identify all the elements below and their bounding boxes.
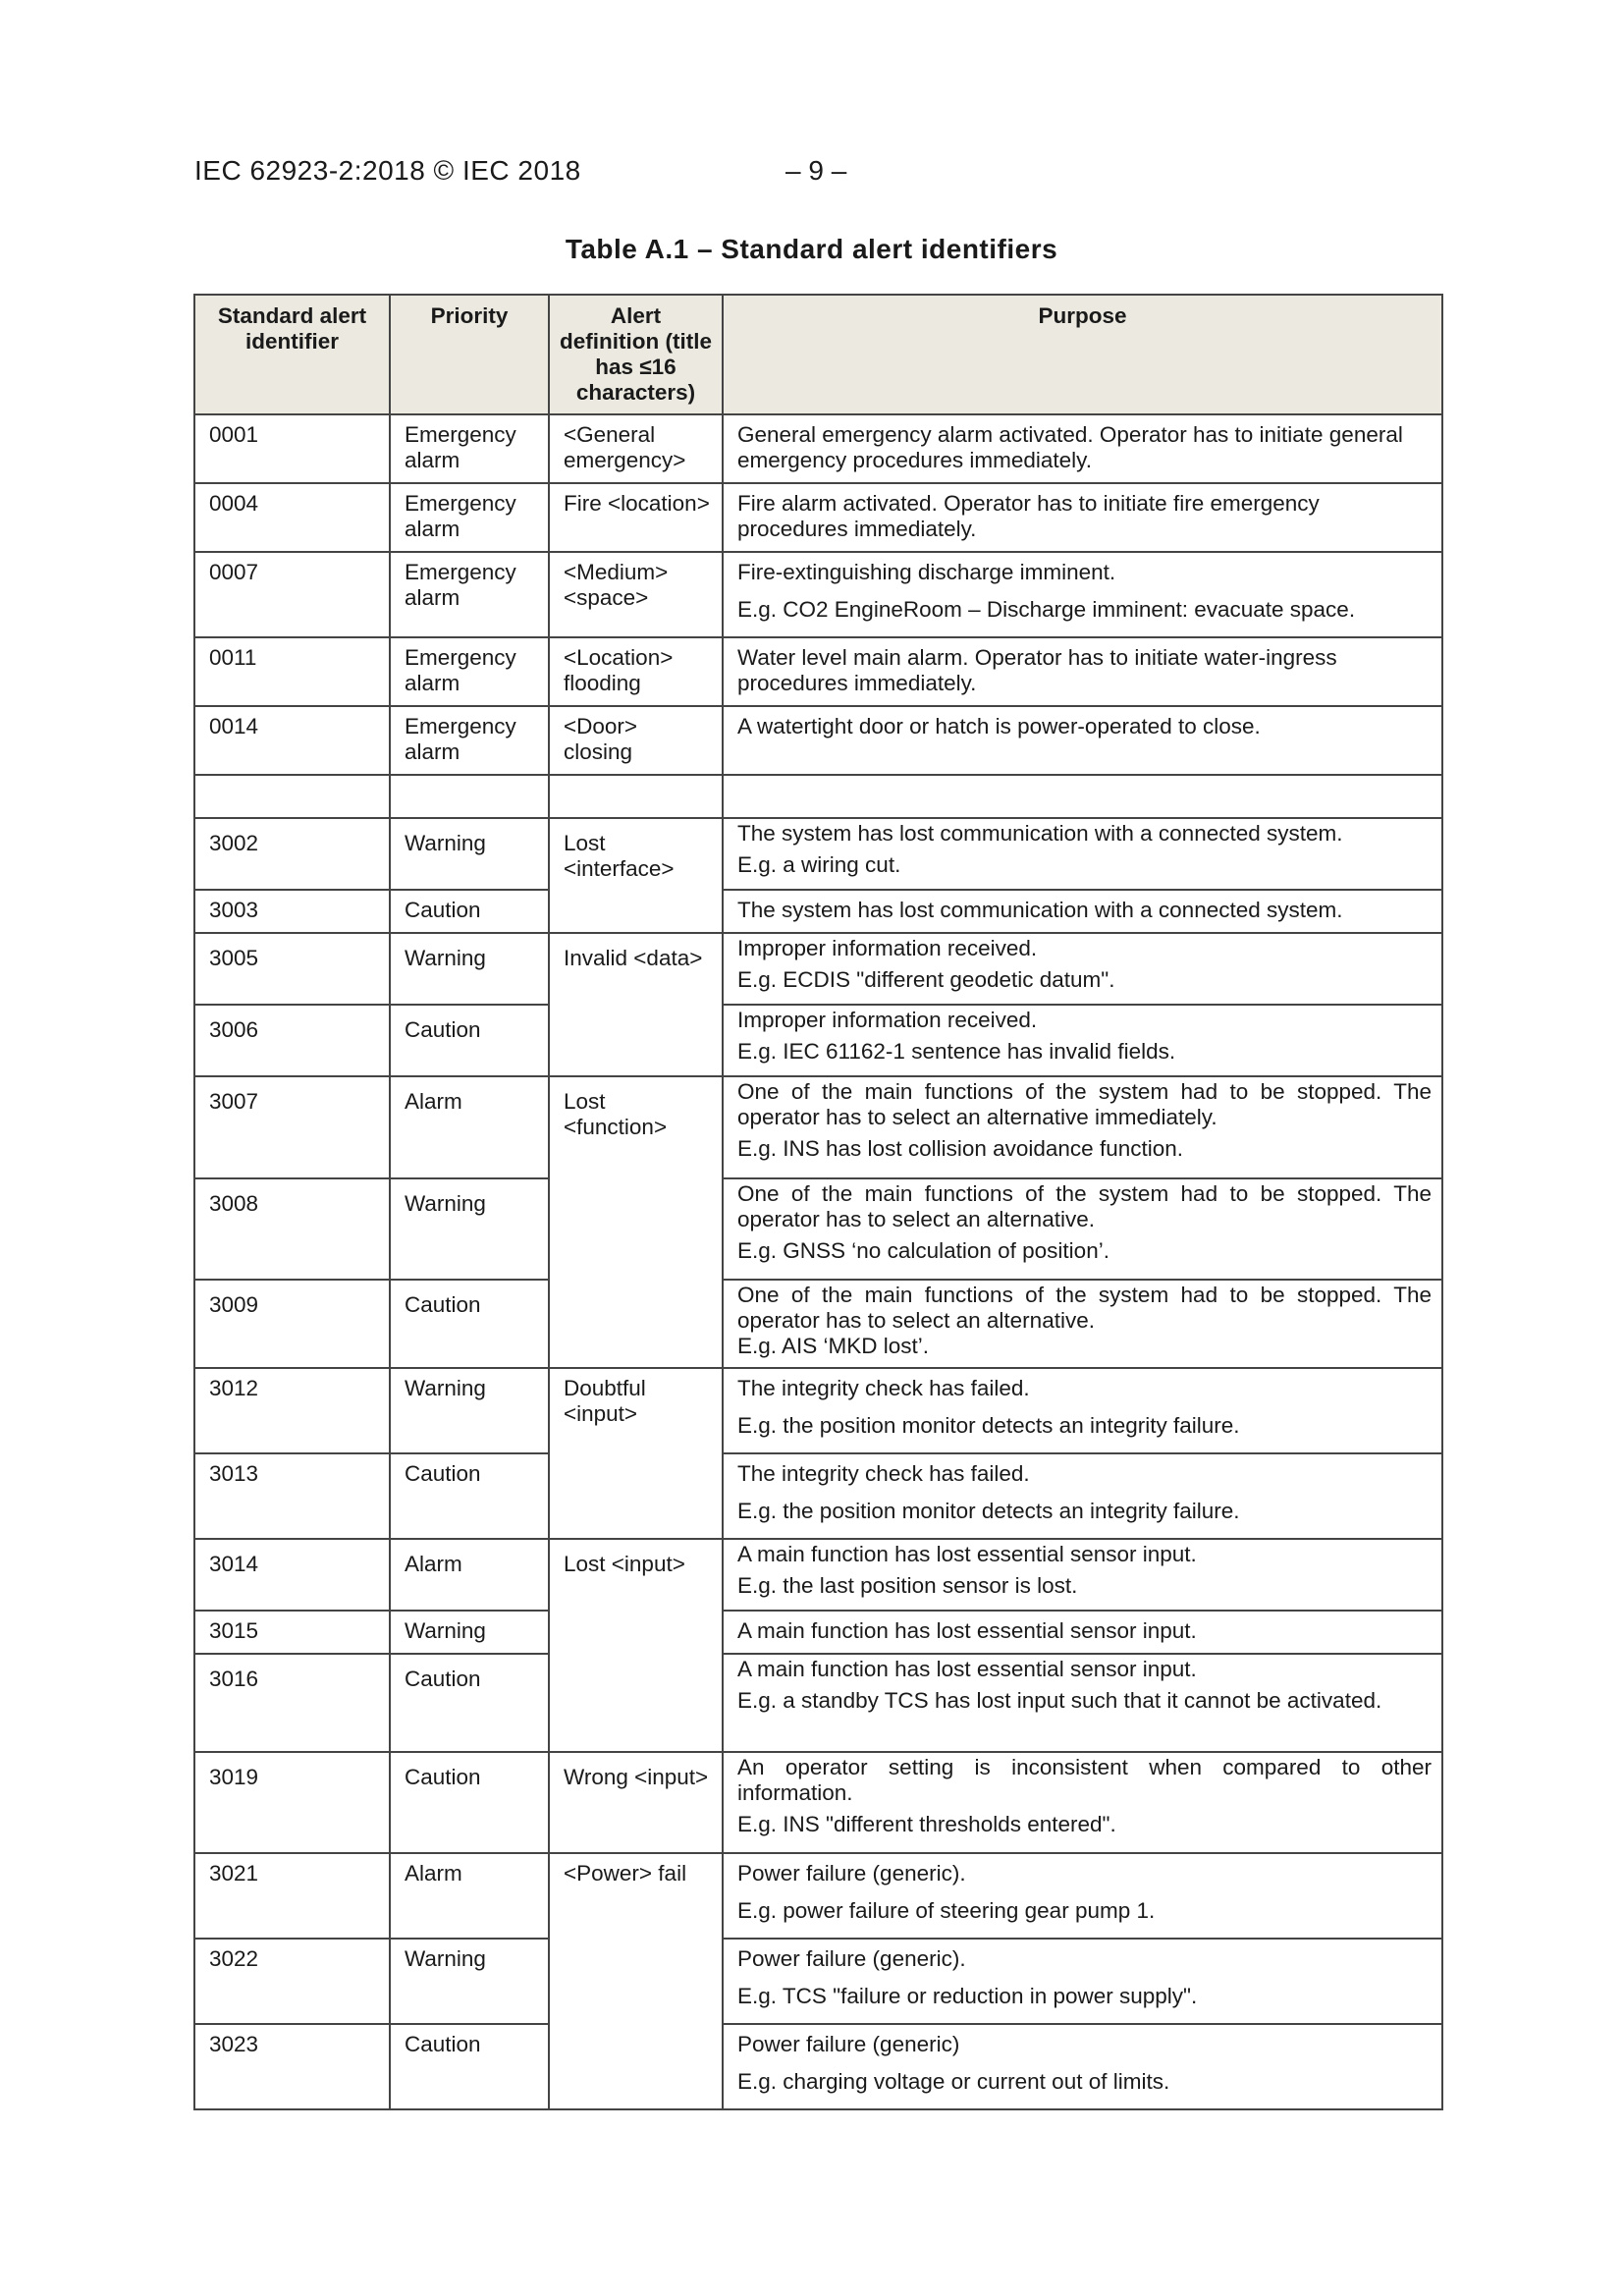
alert-definition: Lost <input> [549,1539,723,1752]
purpose-text: The integrity check has failed. [737,1376,1030,1400]
alert-id [194,775,390,818]
alert-id: 3003 [194,890,390,933]
table-row [194,1453,1442,1539]
purpose-text: An operator setting is inconsistent when compared to other information. [737,1755,1432,1805]
alert-definition: <Power> fail [549,1853,723,2109]
alert-purpose [723,1005,1442,1076]
alert-purpose [723,1939,1442,2024]
alert-id: 3007 [194,1076,390,1178]
table-row [194,1280,1442,1368]
table-row [194,1539,1442,1611]
table-row [194,1654,1442,1752]
alert-id: 3005 [194,933,390,1005]
purpose-text: The system has lost communication with a connected system. [737,898,1343,922]
alert-purpose [723,1453,1442,1539]
alert-id: 3012 [194,1368,390,1453]
table-row [194,1611,1442,1654]
purpose-text: The system has lost communication with a connected system. [737,821,1343,846]
purpose-text: A main function has lost essential sensor input. [737,1618,1197,1643]
purpose-example: E.g. TCS "failure or reduction in power supply". [737,1984,1198,2008]
purpose-text: General emergency alarm activated. Operator has to initiate general emergency procedures immediately. [737,422,1403,472]
alert-definition: Lost <function> [549,1076,723,1368]
purpose-text: Improper information received. [737,1008,1038,1032]
alert-definition [549,775,723,818]
alert-id: 3014 [194,1539,390,1611]
purpose-example: E.g. INS has lost collision avoidance function. [737,1136,1183,1161]
alert-purpose [723,1752,1442,1853]
purpose-text: One of the main functions of the system had to be stopped. The operator has to select an alternative immediately. [737,1079,1432,1129]
alert-purpose [723,775,1442,818]
purpose-example: E.g. a standby TCS has lost input such that it cannot be activated. [737,1688,1382,1713]
purpose-example: E.g. CO2 EngineRoom – Discharge imminent: evacuate space. [737,597,1356,622]
table-row [194,637,1442,706]
alert-definition: Lost <interface> [549,818,723,933]
alert-id: 3013 [194,1453,390,1539]
purpose-text: A watertight door or hatch is power-operated to close. [737,714,1261,738]
table-row [194,890,1442,933]
alert-purpose [723,1178,1442,1280]
table-row [194,818,1442,890]
alert-id: 3008 [194,1178,390,1280]
table-row [194,552,1442,637]
alert-priority: Warning [390,933,549,1005]
alert-id: 3023 [194,2024,390,2109]
table-row [194,1076,1442,1178]
alert-purpose [723,1539,1442,1611]
table-row [194,1178,1442,1280]
table-row [194,1005,1442,1076]
alert-definition: Wrong <input> [549,1752,723,1853]
alert-id: 3016 [194,1654,390,1752]
purpose-text: The integrity check has failed. [737,1461,1030,1486]
purpose-example: E.g. power failure of steering gear pump 1. [737,1898,1156,1923]
alert-priority: Caution [390,1752,549,1853]
alert-priority: Caution [390,890,549,933]
document-header: IEC 62923-2:2018 © IEC 2018 [194,155,581,186]
alert-priority: Alarm [390,1076,549,1178]
purpose-text: A main function has lost essential sensor input. [737,1657,1197,1681]
table-row [194,483,1442,552]
alert-priority: Caution [390,1280,549,1368]
purpose-example: E.g. IEC 61162-1 sentence has invalid fields. [737,1039,1176,1064]
purpose-text: A main function has lost essential sensor input. [737,1542,1197,1566]
alert-purpose [723,483,1442,552]
column-header-definition: Alert definition (title has ≤16 characters) [549,295,723,414]
alert-priority: Warning [390,1368,549,1453]
alert-definition: Fire <location> [549,483,723,552]
table-row [194,933,1442,1005]
purpose-text: Water level main alarm. Operator has to initiate water-ingress procedures immediately. [737,645,1337,695]
alert-purpose [723,552,1442,637]
alert-purpose [723,933,1442,1005]
purpose-example: E.g. charging voltage or current out of limits. [737,2069,1170,2094]
alert-definition: <General emergency> [549,414,723,483]
alert-definition: Doubtful <input> [549,1368,723,1539]
purpose-example: E.g. GNSS ‘no calculation of position’. [737,1238,1109,1263]
alert-id: 0007 [194,552,390,637]
table-row [194,1752,1442,1853]
alert-purpose [723,890,1442,933]
column-header-purpose: Purpose [723,295,1442,414]
alert-definition: <Door> closing [549,706,723,775]
column-header-priority: Priority [390,295,549,414]
purpose-text: Fire-extinguishing discharge imminent. [737,560,1116,584]
table-row [194,706,1442,775]
alert-priority: Caution [390,1654,549,1752]
alert-priority: Warning [390,1939,549,2024]
purpose-example: E.g. AIS ‘MKD lost’. [737,1334,930,1358]
alert-id: 0011 [194,637,390,706]
alert-purpose [723,1368,1442,1453]
purpose-text: Fire alarm activated. Operator has to initiate fire emergency procedures immediately. [737,491,1320,541]
purpose-text: Improper information received. [737,936,1038,960]
alert-priority: Caution [390,1453,549,1539]
alert-priority: Emergency alarm [390,483,549,552]
alert-priority: Caution [390,1005,549,1076]
alert-purpose [723,1654,1442,1752]
alert-priority: Emergency alarm [390,706,549,775]
alert-priority: Emergency alarm [390,637,549,706]
table-title: Table A.1 – Standard alert identifiers [565,234,1058,264]
purpose-text: Power failure (generic). [737,1946,966,1971]
alert-purpose [723,1611,1442,1654]
alert-purpose [723,414,1442,483]
table-row [194,1368,1442,1453]
purpose-example: E.g. the last position sensor is lost. [737,1573,1078,1598]
purpose-example: E.g. the position monitor detects an integrity failure. [737,1413,1240,1438]
alert-purpose [723,818,1442,890]
alert-priority: Warning [390,1178,549,1280]
table-header-row [194,295,1442,414]
alert-id: 3019 [194,1752,390,1853]
alert-priority: Alarm [390,1539,549,1611]
alert-priority [390,775,549,818]
page-number: – 9 – [785,155,847,186]
purpose-example: E.g. ECDIS "different geodetic datum". [737,967,1115,992]
table-row [194,2024,1442,2109]
alert-id: 0004 [194,483,390,552]
alert-id: 3009 [194,1280,390,1368]
alert-priority: Caution [390,2024,549,2109]
alert-purpose [723,1853,1442,1939]
purpose-text: Power failure (generic) [737,2032,960,2056]
alert-purpose [723,1076,1442,1178]
purpose-text: One of the main functions of the system had to be stopped. The operator has to select an alternative. [737,1181,1432,1231]
alert-id: 3002 [194,818,390,890]
purpose-example: E.g. INS "different thresholds entered". [737,1812,1116,1836]
purpose-text: One of the main functions of the system had to be stopped. The operator has to select an alternative. [737,1283,1432,1333]
alert-priority: Emergency alarm [390,552,549,637]
alert-id: 3006 [194,1005,390,1076]
alert-purpose [723,2024,1442,2109]
table-row [194,1939,1442,2024]
alert-id: 0014 [194,706,390,775]
table-row-empty [194,775,1442,818]
alert-priority: Warning [390,1611,549,1654]
alert-priority: Alarm [390,1853,549,1939]
alert-priority: Warning [390,818,549,890]
alert-definition: Invalid <data> [549,933,723,1076]
purpose-text: Power failure (generic). [737,1861,966,1886]
purpose-example: E.g. the position monitor detects an integrity failure. [737,1499,1240,1523]
alert-id: 3022 [194,1939,390,2024]
alert-purpose [723,637,1442,706]
alert-purpose [723,706,1442,775]
table-row [194,1853,1442,1939]
alert-definition: <Medium> <space> [549,552,723,637]
alert-purpose [723,1280,1442,1368]
alert-priority: Emergency alarm [390,414,549,483]
column-header-identifier: Standard alert identifier [194,295,390,414]
alert-definition: <Location> flooding [549,637,723,706]
alert-identifiers-table [193,294,1443,2110]
alert-id: 0001 [194,414,390,483]
purpose-example: E.g. a wiring cut. [737,852,901,877]
alert-id: 3021 [194,1853,390,1939]
table-row [194,414,1442,483]
alert-id: 3015 [194,1611,390,1654]
